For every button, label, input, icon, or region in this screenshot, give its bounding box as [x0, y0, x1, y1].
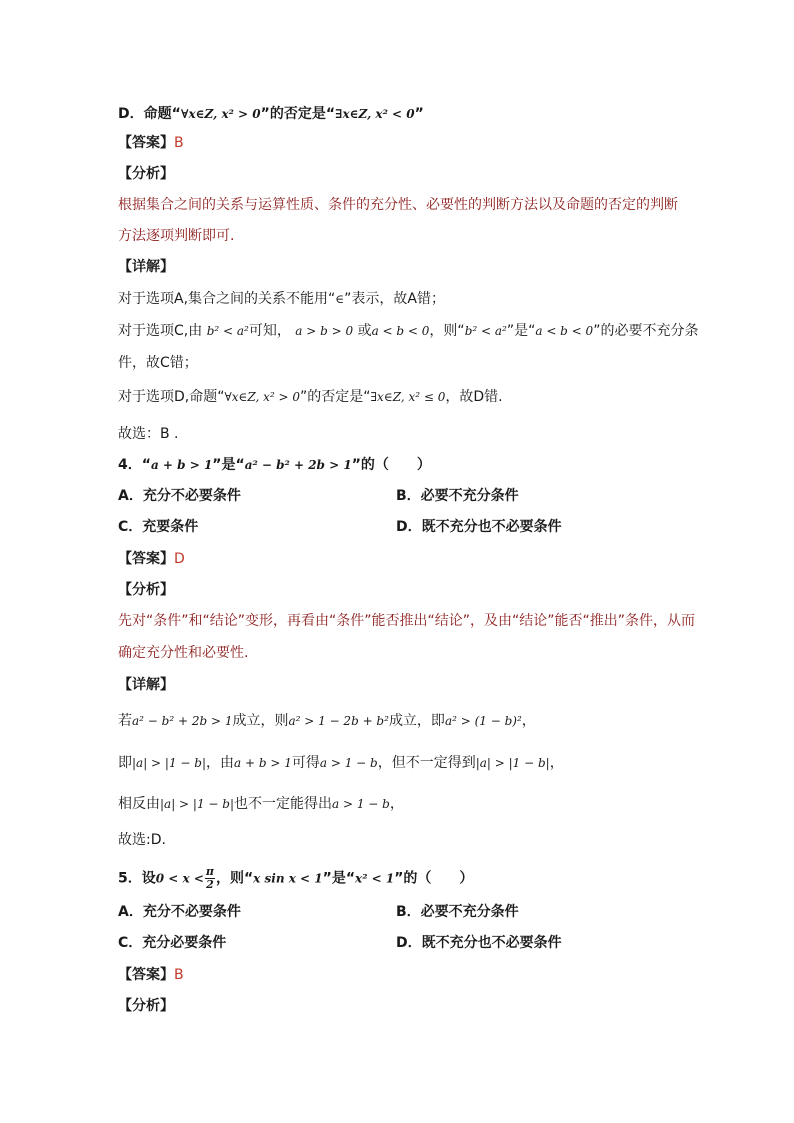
q3-conclusion: 故选：B .	[118, 426, 179, 442]
q3-analysis-line-2: 方法逐项判断即可.	[118, 228, 235, 244]
q5-answer: 【答案】B	[118, 967, 184, 983]
q4-detail-line-3: 相反由|a| > |1 − b|也不一定能得出a > 1 − b，	[118, 796, 404, 812]
q4-options-row-1	[118, 486, 519, 506]
q3-detail-line-3: 件，故C错；	[118, 355, 198, 371]
q5-option-d: D．既不充分也不必要条件	[396, 935, 562, 951]
q4-analysis-line-2: 确定充分性和必要性.	[118, 645, 249, 661]
q4-analysis-line-1: 先对“条件”和“结论”变形，再看由“条件”能否推出“结论”，及由“结论”能否“推出”条件，从而	[118, 613, 696, 629]
q3-analysis-line-1: 根据集合之间的关系与运算性质、条件的充分性、必要性的判断方法以及命题的否定的判断	[118, 197, 678, 213]
pi-over-two-fraction: $\frac{\pi}{2}$	[205, 865, 214, 891]
q4-option-c: C．充要条件	[118, 519, 199, 535]
q5-option-b: B．必要不充分条件	[396, 904, 519, 920]
q4-option-b: B．必要不充分条件	[396, 488, 519, 504]
q4-question: 4．“a + b > 1”是“a² − b² + 2b > 1”的（ ）	[118, 457, 431, 473]
q4-option-a: A．充分不必要条件	[118, 488, 241, 504]
q3-detail-line-4: 对于选项D,命题“∀x∈Z, x² > 0”的否定是“∃x∈Z, x² ≤ 0，故D错.	[118, 389, 503, 405]
q4-detail-heading: 【详解】	[118, 677, 174, 693]
q4-detail-line-2: 即|a| > |1 − b|，由a + b > 1可得a > 1 − b，但不一定得到|a| > |1 − b|，	[118, 755, 564, 771]
q3-analysis-heading: 【分析】	[118, 166, 174, 182]
q5-option-c: C．充分必要条件	[118, 935, 227, 951]
q5-options-row-1	[118, 902, 519, 922]
option-d-statement: D．命题“∀x∈Z, x² > 0”的否定是“∃x∈Z, x² < 0”	[118, 106, 424, 122]
q4-analysis-heading: 【分析】	[118, 582, 174, 598]
q5-options-row-2	[118, 933, 562, 953]
q4-option-d: D．既不充分也不必要条件	[396, 519, 562, 535]
q3-detail-heading: 【详解】	[118, 259, 174, 275]
q3-detail-line-1: 对于选项A,集合之间的关系不能用“∈”表示，故A错；	[118, 291, 446, 307]
q3-detail-line-2: 对于选项C,由 b² < a²可知， a > b > 0 或a < b < 0，则“b² < a²”是“a < b < 0”的必要不充分条	[118, 323, 699, 339]
q3-answer: 【答案】B	[118, 135, 184, 151]
q5-option-a: A．充分不必要条件	[118, 904, 241, 920]
q4-answer: 【答案】D	[118, 551, 185, 567]
q4-detail-line-1: 若a² − b² + 2b > 1成立，则a² > 1 − 2b + b²成立，即a² > (1 − b)²，	[118, 713, 536, 729]
q4-options-row-2	[118, 517, 562, 537]
q4-conclusion: 故选:D.	[118, 832, 166, 848]
q5-analysis-heading: 【分析】	[118, 998, 174, 1014]
q5-question: 5．设0 < x < $\frac{\pi}{2}$ ，则“x sin x < 1”是“x² < 1”的（ ）	[118, 865, 474, 891]
